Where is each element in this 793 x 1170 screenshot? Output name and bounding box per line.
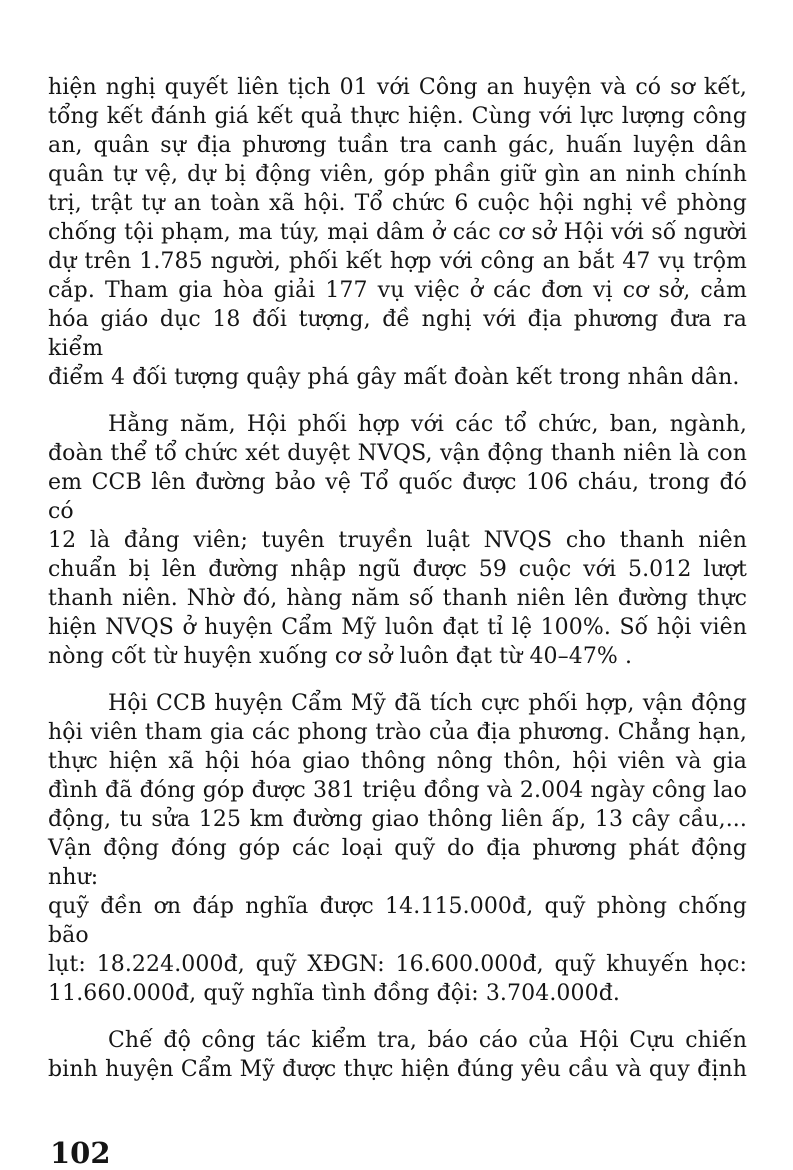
page-number: 102 <box>50 1136 111 1170</box>
text-line: lụt: 18.224.000đ, quỹ XĐGN: 16.600.000đ, quỹ khuyến học: <box>48 952 747 977</box>
text-line: đoàn thể tổ chức xét duyệt NVQS, vận động thanh niên là con <box>48 441 747 466</box>
text-line: hiện NVQS ở huyện Cẩm Mỹ luôn đạt tỉ lệ 100%. Số hội viên <box>48 615 747 640</box>
text-line: hội viên tham gia các phong trào của địa phương. Chẳng hạn, <box>48 720 747 745</box>
paragraph <box>48 73 747 392</box>
text-line: quỹ đền ơn đáp nghĩa được 14.115.000đ, quỹ phòng chống bão <box>48 894 747 948</box>
paragraph <box>48 689 747 1008</box>
text-line: em CCB lên đường bảo vệ Tổ quốc được 106 cháu, trong đó có <box>48 470 747 524</box>
paragraph <box>48 1026 747 1084</box>
text-line: đình đã đóng góp được 381 triệu đồng và 2.004 ngày công lao <box>48 778 747 803</box>
text-line: quân tự vệ, dự bị động viên, góp phần giữ gìn an ninh chính <box>48 162 747 187</box>
paragraph <box>48 410 747 671</box>
text-line: Chế độ công tác kiểm tra, báo cáo của Hội Cựu chiến <box>108 1028 747 1053</box>
text-line: trị, trật tự an toàn xã hội. Tổ chức 6 cuộc hội nghị về phòng <box>48 191 747 216</box>
text-line: 11.660.000đ, quỹ nghĩa tình đồng đội: 3.704.000đ. <box>48 981 620 1006</box>
text-line: điểm 4 đối tượng quậy phá gây mất đoàn kết trong nhân dân. <box>48 365 740 390</box>
text-line: Hằng năm, Hội phối hợp với các tổ chức, ban, ngành, <box>108 412 747 437</box>
text-line: Hội CCB huyện Cẩm Mỹ đã tích cực phối hợp, vận động <box>108 691 747 716</box>
text-line: hóa giáo dục 18 đối tượng, đề nghị với địa phương đưa ra kiểm <box>48 307 747 361</box>
text-line: động, tu sửa 125 km đường giao thông liên ấp, 13 cây cầu,... <box>48 807 747 832</box>
text-line: thực hiện xã hội hóa giao thông nông thôn, hội viên và gia <box>48 749 747 774</box>
text-line: Vận động đóng góp các loại quỹ do địa phương phát động như: <box>48 836 747 890</box>
text-line: chống tội phạm, ma túy, mại dâm ở các cơ sở Hội với số người <box>48 220 747 245</box>
text-line: binh huyện Cẩm Mỹ được thực hiện đúng yêu cầu và quy định <box>48 1057 747 1082</box>
text-line: dự trên 1.785 người, phối kết hợp với công an bắt 47 vụ trộm <box>48 249 747 274</box>
text-line: nòng cốt từ huyện xuống cơ sở luôn đạt từ 40–47% . <box>48 644 633 669</box>
text-line: chuẩn bị lên đường nhập ngũ được 59 cuộc với 5.012 lượt <box>48 557 747 582</box>
text-line: hiện nghị quyết liên tịch 01 với Công an huyện và có sơ kết, <box>48 75 747 100</box>
text-line: 12 là đảng viên; tuyên truyền luật NVQS cho thanh niên <box>48 528 747 553</box>
text-line: thanh niên. Nhờ đó, hàng năm số thanh niên lên đường thực <box>48 586 747 611</box>
text-line: cắp. Tham gia hòa giải 177 vụ việc ở các đơn vị cơ sở, cảm <box>48 278 747 303</box>
text-line: tổng kết đánh giá kết quả thực hiện. Cùng với lực lượng công <box>48 104 747 129</box>
text-line: an, quân sự địa phương tuần tra canh gác, huấn luyện dân <box>48 133 747 158</box>
